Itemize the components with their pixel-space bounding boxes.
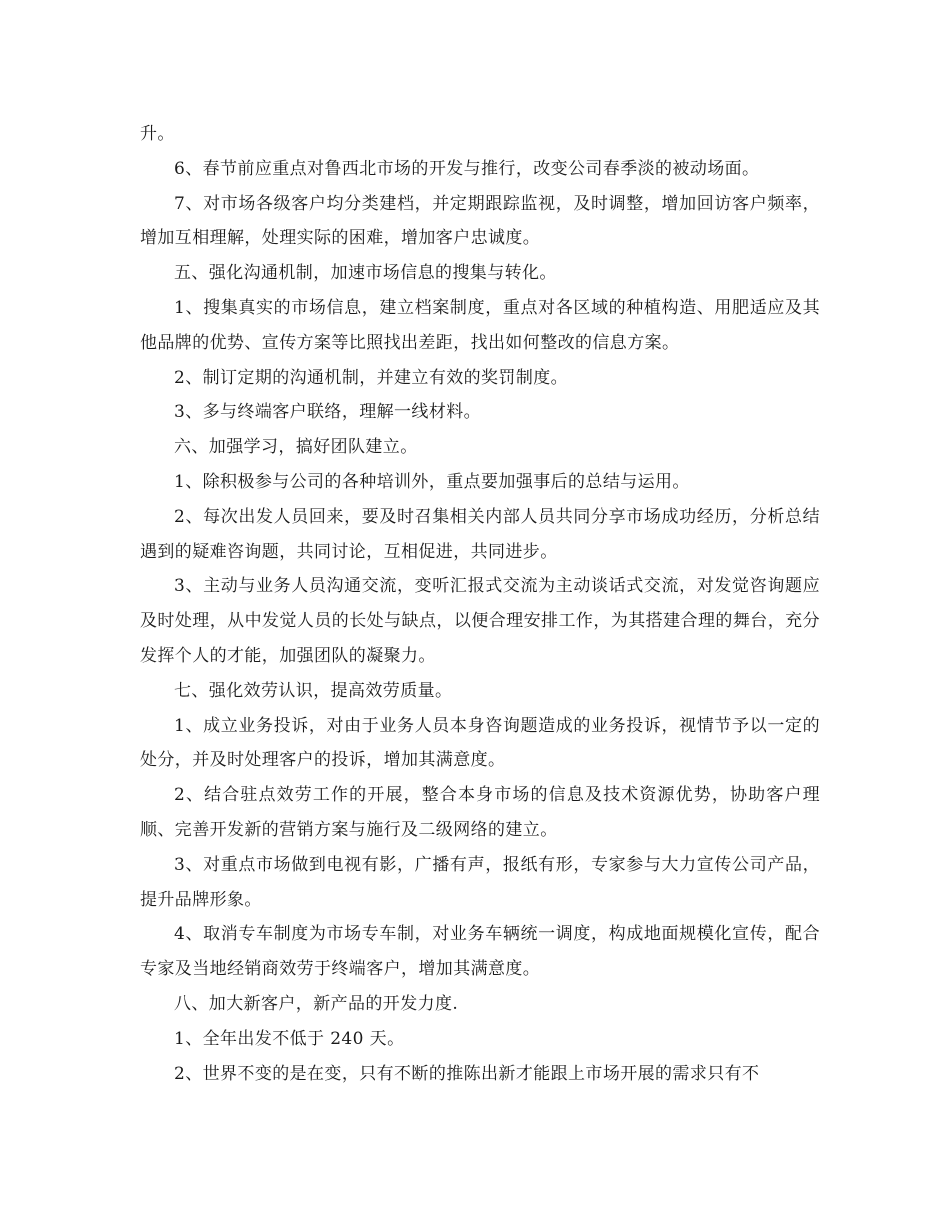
section-heading: 八、加大新客户，新产品的开发力度. — [174, 993, 459, 1014]
paragraph: 3、主动与业务人员沟通交流，变听汇报式交流为主动谈话式交流，对发觉咨询题应及时处理，从中发觉人员的长处与缺点，以便合理安排工作，为其搭建合理的舞台，充分发挥个人的才能，加强团队的凝聚力。 — [140, 576, 820, 666]
paragraph: 2、制订定期的沟通机制，并建立有效的奖罚制度。 — [174, 367, 569, 388]
paragraph: 升。 — [140, 124, 175, 144]
section-heading: 五、强化沟通机制，加速市场信息的搜集与转化。 — [174, 263, 557, 284]
paragraph: 1、除积极参与公司的各种培训外，重点要加强事后的总结与运用。 — [174, 471, 690, 492]
paragraph: 1、搜集真实的市场信息，建立档案制度，重点对各区域的种植构造、用肥适应及其他品牌的优势、宣传方案等比照找出差距，找出如何整改的信息方案。 — [140, 297, 820, 353]
paragraph: 3、多与终端客户联络，理解一线材料。 — [174, 402, 482, 423]
section-heading: 七、强化效劳认识，提高效劳质量。 — [174, 680, 453, 701]
paragraph: 7、对市场各级客户均分类建档，并定期跟踪监视，及时调整，增加回访客户频率，增加互相理解，处理实际的困难，增加客户忠诚度。 — [140, 193, 820, 249]
paragraph: 1、成立业务投诉，对由于业务人员本身咨询题造成的业务投诉，视情节予以一定的处分，并及时处理客户的投诉，增加其满意度。 — [140, 715, 820, 771]
paragraph: 2、结合驻点效劳工作的开展，整合本身市场的信息及技术资源优势，协助客户理顺、完善开发新的营销方案与施行及二级网络的建立。 — [140, 785, 820, 840]
paragraph: 2、世界不变的是在变，只有不断的推陈出新才能跟上市场开展的需求只有不 — [174, 1063, 760, 1084]
paragraph: 4、取消专车制度为市场专车制，对业务车辆统一调度，构成地面规模化宣传，配合专家及当地经销商效劳于终端客户，增加其满意度。 — [140, 924, 820, 980]
paragraph: 6、春节前应重点对鲁西北市场的开发与推行，改变公司春季淡的被动场面。 — [174, 158, 760, 179]
paragraph: 1、全年出发不低于 240 天。 — [174, 1028, 405, 1049]
section-heading: 六、加强学习，搞好团队建立。 — [174, 437, 418, 458]
paragraph: 2、每次出发人员回来，要及时召集相关内部人员共同分享市场成功经历，分析总结遇到的疑难咨询题，共同讨论，互相促进，共同进步。 — [140, 506, 820, 562]
paragraph: 3、对重点市场做到电视有影，广播有声，报纸有形，专家参与大力宣传公司产品，提升品牌形象。 — [140, 854, 820, 910]
document-body — [140, 117, 820, 1091]
